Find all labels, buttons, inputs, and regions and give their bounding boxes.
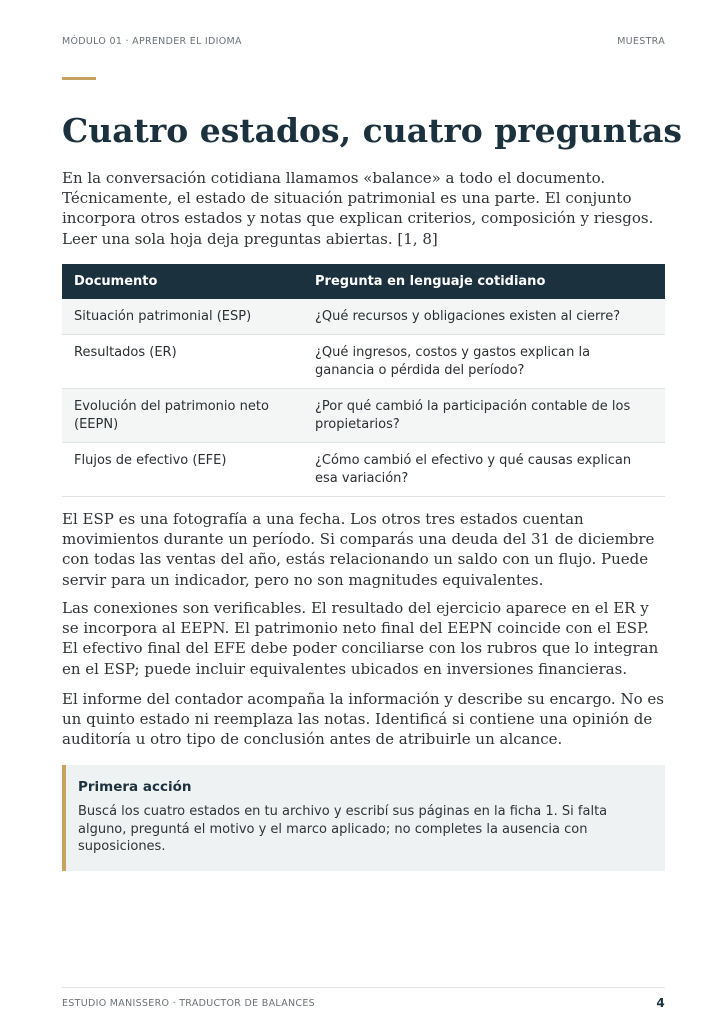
body-paragraph: El ESP es una fotografía a una fecha. Los otros tres estados cuentan movimientos durante un período. Si comparás una deuda del 31 de diciembre con todas las ventas del año, estás relacionando un saldo con un flujo. Puede servir para un indicador, pero no son magnitudes equivalentes. [62,510,655,589]
sample-label: MUESTRA [617,36,665,47]
intro-paragraph: En la conversación cotidiana llamamos «balance» a todo el documento. Técnicamente, el estado de situación patrimonial es una parte. El conjunto incorpora otros estados y notas que explican criterios, composición y riesgos. Leer una sola hoja deja preguntas abiertas. [1, 8] [62,169,654,248]
table-header-row [62,264,665,299]
table-cell-question: ¿Cómo cambió el efectivo y qué causas explican esa variación? [303,443,665,497]
table-row [62,335,665,389]
footer-divider [62,987,665,988]
body-paragraph: El informe del contador acompaña la información y describe su encargo. No es un quinto estado ni reemplaza las notas. Identificá si contiene una opinión de auditoría u otro tipo de conclusión antes de atribuirle un alcance. [62,690,664,749]
table-header-document: Documento [62,264,303,299]
callout-text: Buscá los cuatro estados en tu archivo y escribí sus páginas en la ficha 1. Si falta alguno, preguntá el motivo y el marco aplicado; no completes la ausencia con suposiciones. [78,804,608,854]
document-page [62,0,682,1034]
body-paragraph: Las conexiones son verificables. El resultado del ejercicio aparece en el ER y se incorpora al EEPN. El patrimonio neto final del EEPN coincide con el ESP. El efectivo final del EFE debe poder conciliarse con los rubros que lo integran en el ESP; puede incluir equivalentes ubicados en inversiones financieras. [62,599,659,678]
table-row [62,299,665,335]
page-footer [62,997,665,1011]
page-header [62,36,665,50]
table-cell-question: ¿Qué ingresos, costos y gastos explican la ganancia o pérdida del período? [303,335,665,389]
table-row [62,443,665,497]
table-cell-document: Flujos de efectivo (EFE) [62,443,303,497]
module-label: MÓDULO 01 · APRENDER EL IDIOMA [62,36,242,47]
table-cell-document: Situación patrimonial (ESP) [62,299,303,335]
table-cell-question: ¿Por qué cambió la participación contable de los propietarios? [303,389,665,443]
table-cell-document: Evolución del patrimonio neto (EEPN) [62,389,303,443]
table-row [62,389,665,443]
callout-title: Primera acción [78,779,192,795]
accent-rule [62,77,96,80]
page-number: 4 [656,996,665,1010]
table-header-question: Pregunta en lenguaje cotidiano [303,264,665,299]
footer-brand: ESTUDIO MANISSERO · TRADUCTOR DE BALANCES [62,998,315,1009]
action-callout [62,765,665,871]
page-title: Cuatro estados, cuatro preguntas [62,111,682,150]
statements-table [62,264,665,497]
table-cell-question: ¿Qué recursos y obligaciones existen al cierre? [303,299,665,335]
table-cell-document: Resultados (ER) [62,335,303,389]
